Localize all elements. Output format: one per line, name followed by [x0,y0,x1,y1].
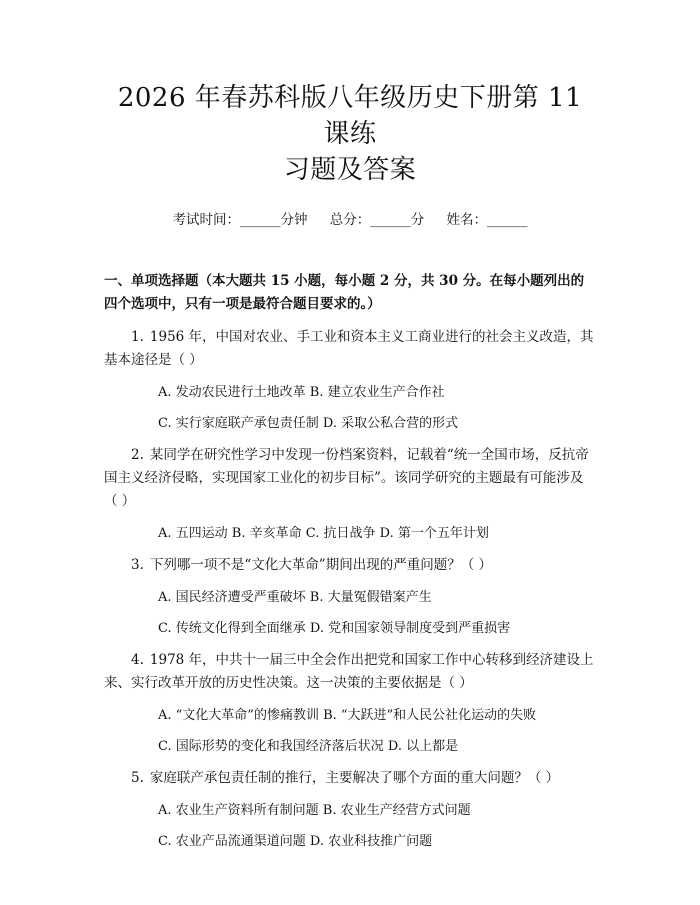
options-line: A. 国民经济遭受严重破坏 B. 大量冤假错案产生 [158,590,432,605]
question-text [104,444,596,513]
question-stem: 1978 年，中共十一届三中全会作出把党和国家工作中心转移到经济建设上来、实行改革开放的历史性决策。这一决策的主要依据是（ ） [104,652,594,691]
options-line: A. “文化大革命”的惨痛教训 B. “大跃进”和人民公社化运动的失败 [158,708,537,723]
question-block [104,767,596,852]
question-text [104,326,596,372]
question-block [104,444,596,544]
question-stem: 家庭联产承包责任制的推行，主要解决了哪个方面的重大问题？（ ） [149,770,560,786]
question-text [104,767,596,790]
question-number: 3. [131,557,144,573]
options-line: C. 实行家庭联产承包责任制 D. 采取公私合营的形式 [158,416,459,431]
options-line: A. 五四运动 B. 辛亥革命 C. 抗日战争 D. 第一个五年计划 [158,526,489,541]
document-title [104,80,596,188]
options-line: A. 发动农民进行土地改革 B. 建立农业生产合作社 [158,385,445,400]
options-line: C. 传统文化得到全面继承 D. 党和国家领导制度受到严重损害 [158,621,511,636]
options-line: C. 农业产品流通渠道问题 D. 农业科技推广问题 [158,834,433,849]
question-block [104,554,596,639]
section-heading: 一、单项选择题（本大题共 15 小题，每小题 2 分，共 30 分。在每小题列出的四个选项中，只有一项是最符合题目要求的。） [104,273,585,312]
options-line: C. 国际形势的变化和我国经济落后状况 D. 以上都是 [158,739,459,754]
question-stem: 1956 年，中国对农业、手工业和资本主义工商业进行的社会主义改造，其基本途径是（ ） [104,329,594,368]
question-number: 1. [131,329,144,345]
exam-time: 考试时间：______分钟 [172,212,308,228]
question-text [104,554,596,577]
question-block [104,326,596,434]
question-block [104,649,596,757]
options-line: A. 农业生产资料所有制问题 B. 农业生产经营方式问题 [158,803,471,818]
question-number: 5. [131,770,144,786]
title-line-1: 2026 年春苏科版八年级历史下册第 11 课练 [117,83,583,149]
question-text [104,649,596,695]
exam-score: 总分：______分 [329,212,425,228]
question-stem: 下列哪一项不是“文化大革命”期间出现的严重问题？（ ） [149,557,492,573]
exam-meta [104,208,596,228]
question-number: 2. [131,447,144,463]
exam-name: 姓名：______ [446,212,528,228]
title-line-2: 习题及答案 [283,155,417,185]
question-number: 4. [131,652,144,668]
question-stem: 某同学在研究性学习中发现一份档案资料，记载着“统一全国市场，反抗帝国主义经济侵略，实现国家工业化的初步目标”。该同学研究的主题最有可能涉及（ ） [104,447,589,509]
